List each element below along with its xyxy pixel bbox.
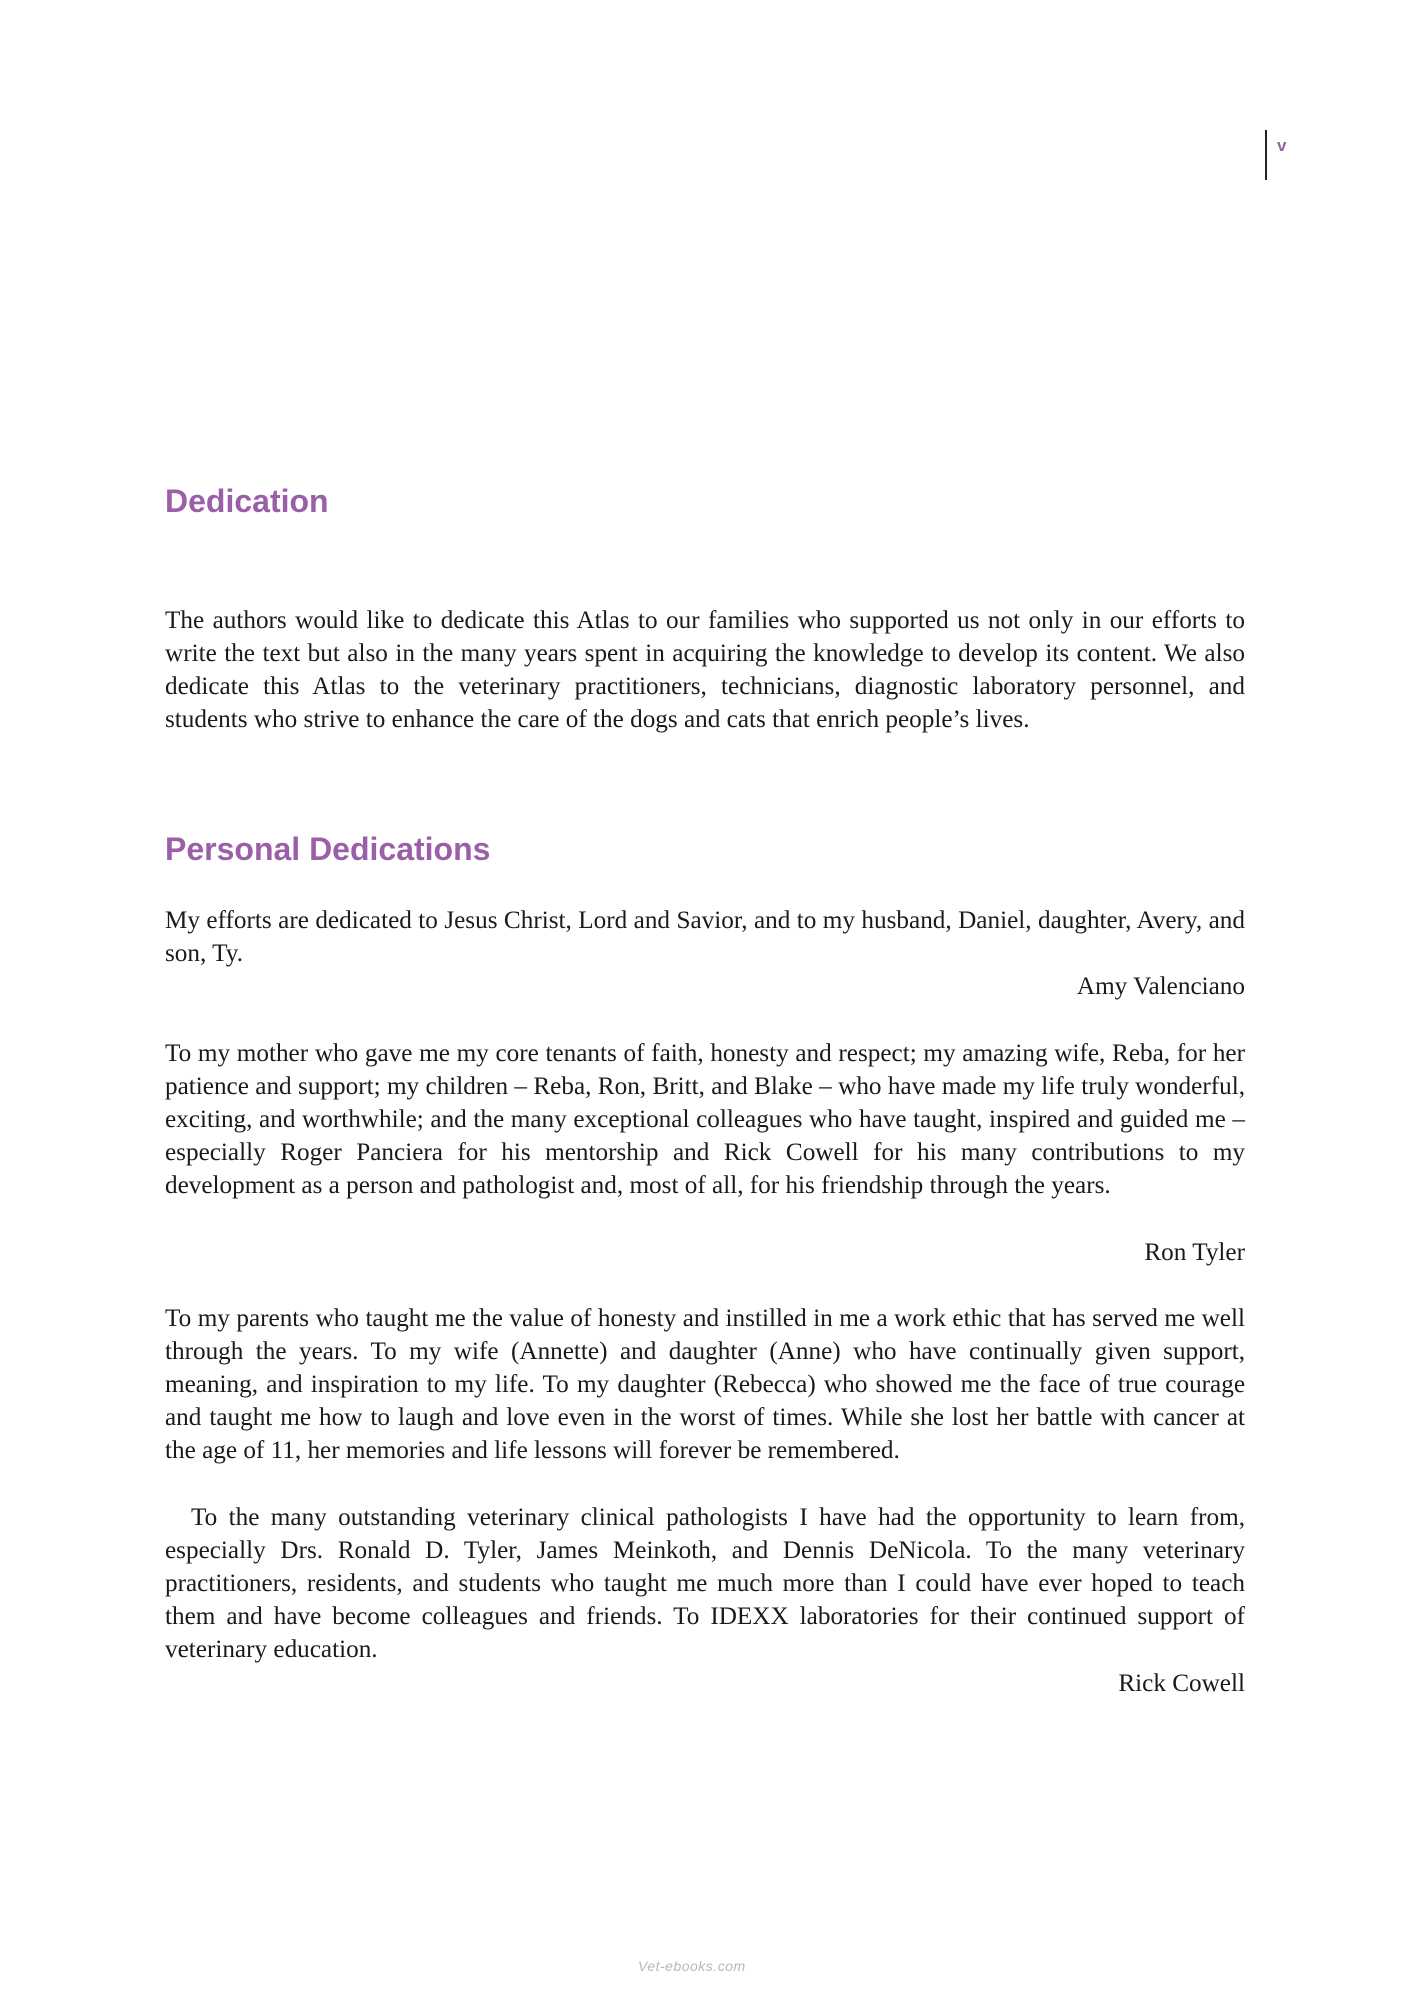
dedication-entry-cowell-text-2: To the many outstanding veterinary clinical pathologists I have had the opportunity to learn from, especially Drs. Ronald D. Tyler, James Meinkoth, and Dennis DeNicola. To the many veterinary practitioners, residents, and students who taught me much more than I could have ever hoped to teach them and have become colleagues and friends. To IDEXX laboratories for their continued support of veterinary education.: [165, 1504, 1245, 1663]
signature-tyler: Ron Tyler: [1144, 1239, 1245, 1266]
dedication-entry-valenciano-text: My efforts are dedicated to Jesus Christ, Lord and Savior, and to my husband, Daniel, daughter, Avery, and son, Ty.: [165, 907, 1245, 967]
page-number-marker: [1265, 130, 1325, 180]
signature-valenciano: Amy Valenciano: [1076, 973, 1245, 1000]
personal-dedications-heading: Personal Dedications: [165, 831, 491, 867]
signature-cowell: Rick Cowell: [1118, 1670, 1245, 1697]
dedication-entry-cowell-text-1: To my parents who taught me the value of honesty and instilled in me a work ethic that has served me well through the years. To my wife (Annette) and daughter (Anne) who have continually given support, meaning, and inspiration to my life. To my daughter (Rebecca) who showed me the face of true courage and taught me how to laugh and love even in the worst of times. While she lost her battle with cancer at the age of 11, her memories and life lessons will forever be remembered.: [165, 1305, 1245, 1464]
dedication-entry-tyler-text: To my mother who gave me my core tenants of faith, honesty and respect; my amazing wife, Reba, for her patience and support; my children – Reba, Ron, Britt, and Blake – who have made my life truly wonderful, exciting, and worthwhile; and the many exceptional colleagues who have taught, inspired and guided me – especially Roger Panciera for his mentorship and Rick Cowell for his many contributions to my development as a person and pathologist and, most of all, for his friendship through the years.: [165, 1040, 1245, 1199]
dedication-paragraph: The authors would like to dedicate this Atlas to our families who supported us not only in our efforts to write the text but also in the many years spent in acquiring the knowledge to develop its content. We also dedicate this Atlas to the veterinary practitioners, technicians, diagnostic laboratory personnel, and students who strive to enhance the care of the dogs and cats that enrich people’s lives.: [165, 607, 1245, 733]
watermark-logo: Vet-ebooks.com: [638, 1958, 746, 1974]
dedication-heading: Dedication: [165, 483, 329, 519]
page-number: v: [1277, 136, 1287, 155]
page-marker-rule: [1265, 130, 1267, 180]
